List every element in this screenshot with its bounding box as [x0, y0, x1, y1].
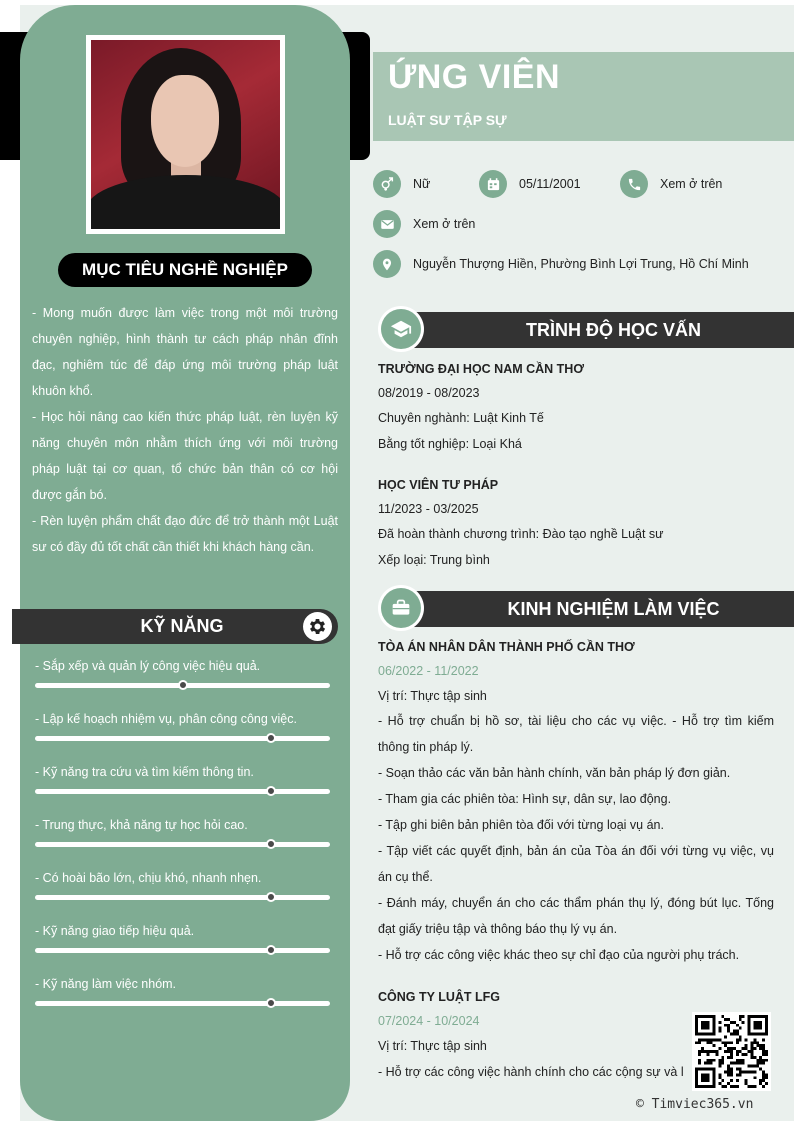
skill-label: - Kỹ năng giao tiếp hiệu quả. [35, 924, 195, 938]
job-task: - Soạn thảo các văn bản hành chính, văn bản pháp lý đơn giản. [378, 766, 731, 780]
school-name: TRƯỜNG ĐẠI HỌC NAM CẦN THƠ [378, 362, 584, 376]
skill-level-bar [35, 1001, 330, 1006]
skill-label: - Sắp xếp và quản lý công việc hiệu quả. [35, 659, 261, 673]
skill-level-knob [266, 945, 276, 955]
skill-item [35, 869, 331, 887]
skill-label: - Kỹ năng làm việc nhóm. [35, 977, 177, 991]
skill-label: - Trung thực, khả năng tự học hỏi cao. [35, 818, 248, 832]
job-position: Vị trí: Thực tập sinh [378, 689, 487, 703]
skill-item [35, 975, 331, 993]
education-header [373, 306, 794, 350]
contact-birthday [479, 170, 581, 198]
graduation-cap-icon [381, 309, 421, 349]
school-period: 08/2019 - 08/2023 [378, 386, 480, 400]
education-title: TRÌNH ĐỘ HỌC VẤN [526, 320, 701, 340]
company-name: CÔNG TY LUẬT LFG [378, 990, 500, 1004]
objective-title: MỤC TIÊU NGHỀ NGHIỆP [58, 253, 312, 287]
skill-level-bar [35, 948, 330, 953]
school-name: HỌC VIÊN TƯ PHÁP [378, 478, 499, 492]
skill-level-knob [266, 786, 276, 796]
school-detail: Xếp loại: Trung bình [378, 553, 490, 567]
address-value: Nguyễn Thượng Hiền, Phường Bình Lợi Trung, Hồ Chí Minh [413, 257, 749, 271]
school-period: 11/2023 - 03/2025 [378, 502, 479, 516]
skill-level-knob [266, 839, 276, 849]
skill-level-bar [35, 789, 330, 794]
candidate-role: LUẬT SƯ TẬP SỰ [388, 112, 507, 128]
skill-level-bar [35, 842, 330, 847]
avatar [86, 35, 285, 234]
skill-item [35, 710, 331, 728]
contact-address [373, 250, 749, 278]
job-period: 06/2022 - 11/2022 [378, 664, 479, 678]
skill-level-knob [266, 892, 276, 902]
experience-title: KINH NGHIỆM LÀM VIỆC [507, 599, 720, 619]
job-task: - Tập ghi biên bản phiên tòa đối với từng loại vụ án. [378, 818, 664, 832]
job-period: 07/2024 - 10/2024 [378, 1014, 480, 1028]
job-task: - Tập viết các quyết định, bản án của Tòa án đối với từng vụ việc, vụ án cụ thể. [378, 844, 774, 884]
objective-text [32, 300, 338, 560]
skills-title: KỸ NĂNG [140, 616, 224, 636]
avatar-photo [91, 40, 280, 229]
skill-level-bar [35, 895, 330, 900]
job-position: Vị trí: Thực tập sinh [378, 1039, 487, 1053]
school-detail: Đã hoàn thành chương trình: Đào tạo nghề Luật sư [378, 527, 664, 541]
briefcase-icon [381, 588, 421, 628]
birthday-value: 05/11/2001 [519, 177, 581, 191]
mail-icon [373, 210, 401, 238]
skill-level-bar [35, 683, 330, 688]
calendar-icon [479, 170, 507, 198]
skill-item [35, 763, 331, 781]
phone-icon [620, 170, 648, 198]
contact-email [373, 210, 475, 238]
candidate-name: ỨNG VIÊN [388, 58, 561, 96]
gear-icon [303, 612, 332, 641]
location-pin-icon [373, 250, 401, 278]
skill-item [35, 922, 331, 940]
job-tasks [378, 708, 774, 968]
skill-level-bar [35, 736, 330, 741]
skill-label: - Có hoài bão lớn, chịu khó, nhanh nhẹn. [35, 871, 262, 885]
skill-level-knob [266, 733, 276, 743]
skills-header [12, 609, 338, 644]
job-task: - Tham gia các phiên tòa: Hình sự, dân sự, lao động. [378, 792, 672, 806]
job-task: - Đánh máy, chuyển án cho các thẩm phán thụ lý, đóng bút lục. Tống đạt giấy triệu tập và thông báo thụ lý vụ án. [378, 896, 774, 936]
skill-item [35, 657, 331, 675]
skill-label: - Kỹ năng tra cứu và tìm kiếm thông tin. [35, 765, 254, 779]
watermark: © Timviec365.vn [636, 1097, 754, 1112]
skill-level-knob [266, 998, 276, 1008]
contact-phone [620, 170, 722, 198]
contact-gender [373, 170, 430, 198]
qr-code[interactable] [692, 1012, 771, 1091]
gender-icon [373, 170, 401, 198]
job-task: - Hỗ trợ các công việc khác theo sự chỉ đạo của người phụ trách. [378, 948, 740, 962]
job-task: - Hỗ trợ chuẩn bị hồ sơ, tài liệu cho các vụ việc. - Hỗ trợ tìm kiếm thông tin pháp lý. [378, 714, 774, 754]
job-task: - Hỗ trợ các công việc hành chính cho các cộng sự và l [378, 1065, 684, 1079]
skill-level-knob [178, 680, 188, 690]
email-value: Xem ở trên [413, 217, 476, 231]
company-name: TÒA ÁN NHÂN DÂN THÀNH PHỐ CẦN THƠ [378, 640, 635, 654]
skill-item [35, 816, 331, 834]
objective-paragraph: - Rèn luyện phẩm chất đạo đức để trở thành một Luật sư có đầy đủ tốt chất cần thiết khi khách hàng cần. [32, 514, 338, 554]
school-detail: Chuyên nghành: Luật Kinh Tế [378, 411, 544, 425]
objective-paragraph: - Học hỏi nâng cao kiến thức pháp luật, rèn luyện kỹ năng chuyên môn nhằm thích ứng với môi trường pháp luật tại cơ quan, tổ chức bản thân có cơ hội được gắn bó. [32, 410, 338, 502]
experience-header [373, 585, 794, 629]
phone-value: Xem ở trên [660, 177, 723, 191]
skill-label: - Lập kế hoạch nhiệm vụ, phân công công việc. [35, 712, 297, 726]
school-detail: Bằng tốt nghiệp: Loại Khá [378, 437, 522, 451]
gender-value: Nữ [413, 177, 431, 191]
objective-paragraph: - Mong muốn được làm việc trong một môi trường chuyên nghiệp, hình thành tư cách pháp nhân đĩnh đạc, nghiêm túc để đáp ứng môi trường pháp luật khuôn khổ. [32, 306, 338, 398]
